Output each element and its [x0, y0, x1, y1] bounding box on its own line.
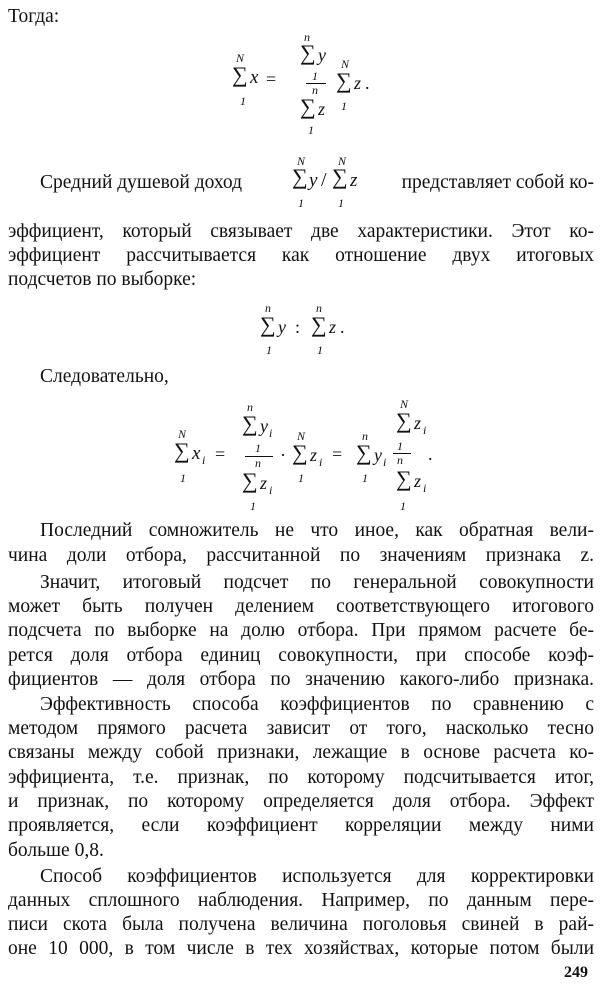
variable-z: z	[414, 471, 422, 491]
multiply-dot: ·	[280, 445, 286, 465]
sum-lower-limit: 1	[250, 499, 256, 513]
sum-upper-limit: n	[316, 301, 322, 315]
sum-symbol: ∑	[332, 164, 348, 189]
fraction-denominator: n	[255, 456, 261, 470]
text-line: Средний душевой доход	[40, 172, 243, 193]
index-i: i	[202, 453, 206, 467]
variable-z: z	[354, 73, 362, 93]
text-line: рется доля отбора единиц совокупности, при способе коэф-	[8, 645, 594, 666]
text-line: Способ коэффициентов используется для корректировки	[40, 866, 594, 887]
variable-x: x	[192, 443, 201, 464]
variable-y: y	[278, 317, 286, 337]
text-line: эффициент рассчитывается как отношение двух итоговых	[8, 245, 594, 266]
text-line: Эффективность способа коэффициентов по сравнению с	[40, 694, 594, 715]
variable-x: x	[250, 67, 259, 88]
sum-upper-limit: n	[247, 400, 253, 414]
period: .	[340, 317, 345, 337]
equals-sign: =	[266, 69, 277, 89]
variable-y: y	[260, 416, 268, 436]
sum-symbol: ∑	[336, 68, 352, 93]
variable-y: y	[318, 45, 326, 65]
text-line: представляет собой ко-	[401, 172, 594, 193]
fraction-numerator: 1	[312, 69, 318, 83]
sum-symbol: ∑	[232, 62, 248, 87]
text-line: чина доли отбора, рассчитанной по значениям признака z.	[8, 545, 594, 566]
page-number: 249	[564, 964, 588, 981]
sum-symbol: ∑	[242, 468, 258, 493]
period: .	[365, 73, 370, 93]
text-line: Следовательно,	[40, 366, 169, 387]
sum-lower-limit: 1	[180, 471, 186, 485]
variable-z: z	[414, 413, 422, 433]
sum-symbol: ∑	[300, 94, 316, 119]
index-i: i	[423, 423, 427, 437]
text-line: оне 10 000, в том числе в тех хозяйствах, которые потом были	[8, 938, 594, 959]
variable-z: z	[318, 99, 326, 119]
slash: /	[321, 169, 327, 191]
sum-lower-limit: 1	[308, 123, 314, 137]
text-line: подсчета по выборке на долю отбора. При прямом расчете бе-	[8, 620, 594, 641]
sum-lower-limit: 1	[298, 471, 304, 485]
sum-upper-limit: N	[400, 397, 409, 411]
equals-sign: =	[332, 444, 343, 464]
sum-lower-limit: 1	[400, 499, 406, 513]
sum-upper-limit: N	[297, 429, 306, 443]
sum-symbol: ∑	[292, 164, 308, 189]
text-line: фициентов — доля отбора по значению какого-либо признака.	[8, 669, 594, 690]
text-line: методом прямого расчета зависит от того, насколько тесно	[8, 718, 594, 739]
text-line: может быть получен делением соответствующего итогового	[8, 596, 594, 617]
colon: :	[295, 317, 301, 337]
period: .	[428, 444, 433, 464]
text-line: проявляется, если коэффициент корреляции между ними	[8, 815, 594, 836]
fraction-numerator: 1	[397, 439, 403, 453]
sum-upper-limit: N	[338, 154, 347, 168]
text-line: больше 0,8.	[8, 840, 104, 861]
sum-symbol: ∑	[300, 40, 316, 65]
index-i: i	[269, 426, 273, 440]
sum-symbol: ∑	[242, 411, 258, 436]
text-line: и признак, по которому определяется доля отбора. Эффект	[8, 791, 594, 812]
variable-z: z	[310, 445, 318, 465]
variable-y: y	[374, 445, 382, 465]
text-line: Значит, итоговый подсчет по генеральной совокупности	[40, 572, 594, 593]
index-i: i	[269, 483, 273, 497]
variable-z: z	[329, 317, 337, 337]
text-line: эффициента, т.е. признак, по которому подсчитывается итог,	[8, 767, 594, 788]
text-line: подсчетов по выборке:	[8, 269, 197, 290]
text-line: Тогда:	[8, 6, 60, 27]
index-i: i	[319, 455, 323, 469]
variable-z: z	[260, 473, 268, 493]
text-line: писи скота была получена величина поголовья свиней в рай-	[8, 914, 594, 935]
text-line: Последний сомножитель не что иное, как обратная вели-	[40, 520, 594, 541]
variable-y: y	[309, 170, 318, 191]
sum-upper-limit: N	[341, 57, 350, 71]
variable-z: z	[350, 170, 358, 191]
sum-symbol: ∑	[292, 440, 308, 465]
fraction-denominator: n	[397, 453, 403, 467]
sum-upper-limit: n	[304, 30, 310, 44]
equals-sign: =	[215, 444, 226, 464]
fraction-numerator: 1	[255, 441, 261, 455]
sum-symbol: ∑	[311, 312, 327, 337]
index-i: i	[383, 455, 387, 469]
sum-lower-limit: 1	[362, 471, 368, 485]
fraction-denominator: n	[312, 83, 318, 97]
sum-upper-limit: N	[236, 51, 245, 65]
sum-lower-limit: 1	[240, 94, 246, 108]
text-line: связаны между собой признаки, лежащие в основе расчета ко-	[8, 742, 594, 763]
sum-lower-limit: 1	[341, 99, 347, 113]
sum-symbol: ∑	[356, 440, 372, 465]
sum-lower-limit: 1	[317, 343, 323, 357]
text-line: эффициент, который связывает две характеристики. Этот ко-	[8, 221, 594, 242]
sum-symbol: ∑	[396, 466, 412, 491]
sum-upper-limit: n	[362, 429, 368, 443]
sum-lower-limit: 1	[298, 196, 304, 210]
sum-upper-limit: N	[178, 427, 187, 441]
sum-lower-limit: 1	[266, 343, 272, 357]
sum-lower-limit: 1	[338, 196, 344, 210]
sum-upper-limit: N	[297, 154, 306, 168]
sum-symbol: ∑	[174, 438, 190, 463]
sum-symbol: ∑	[396, 408, 412, 433]
sum-upper-limit: n	[265, 301, 271, 315]
sum-symbol: ∑	[260, 312, 276, 337]
text-line: данных сплошного наблюдения. Например, по данным пере-	[8, 890, 594, 911]
index-i: i	[423, 481, 427, 495]
